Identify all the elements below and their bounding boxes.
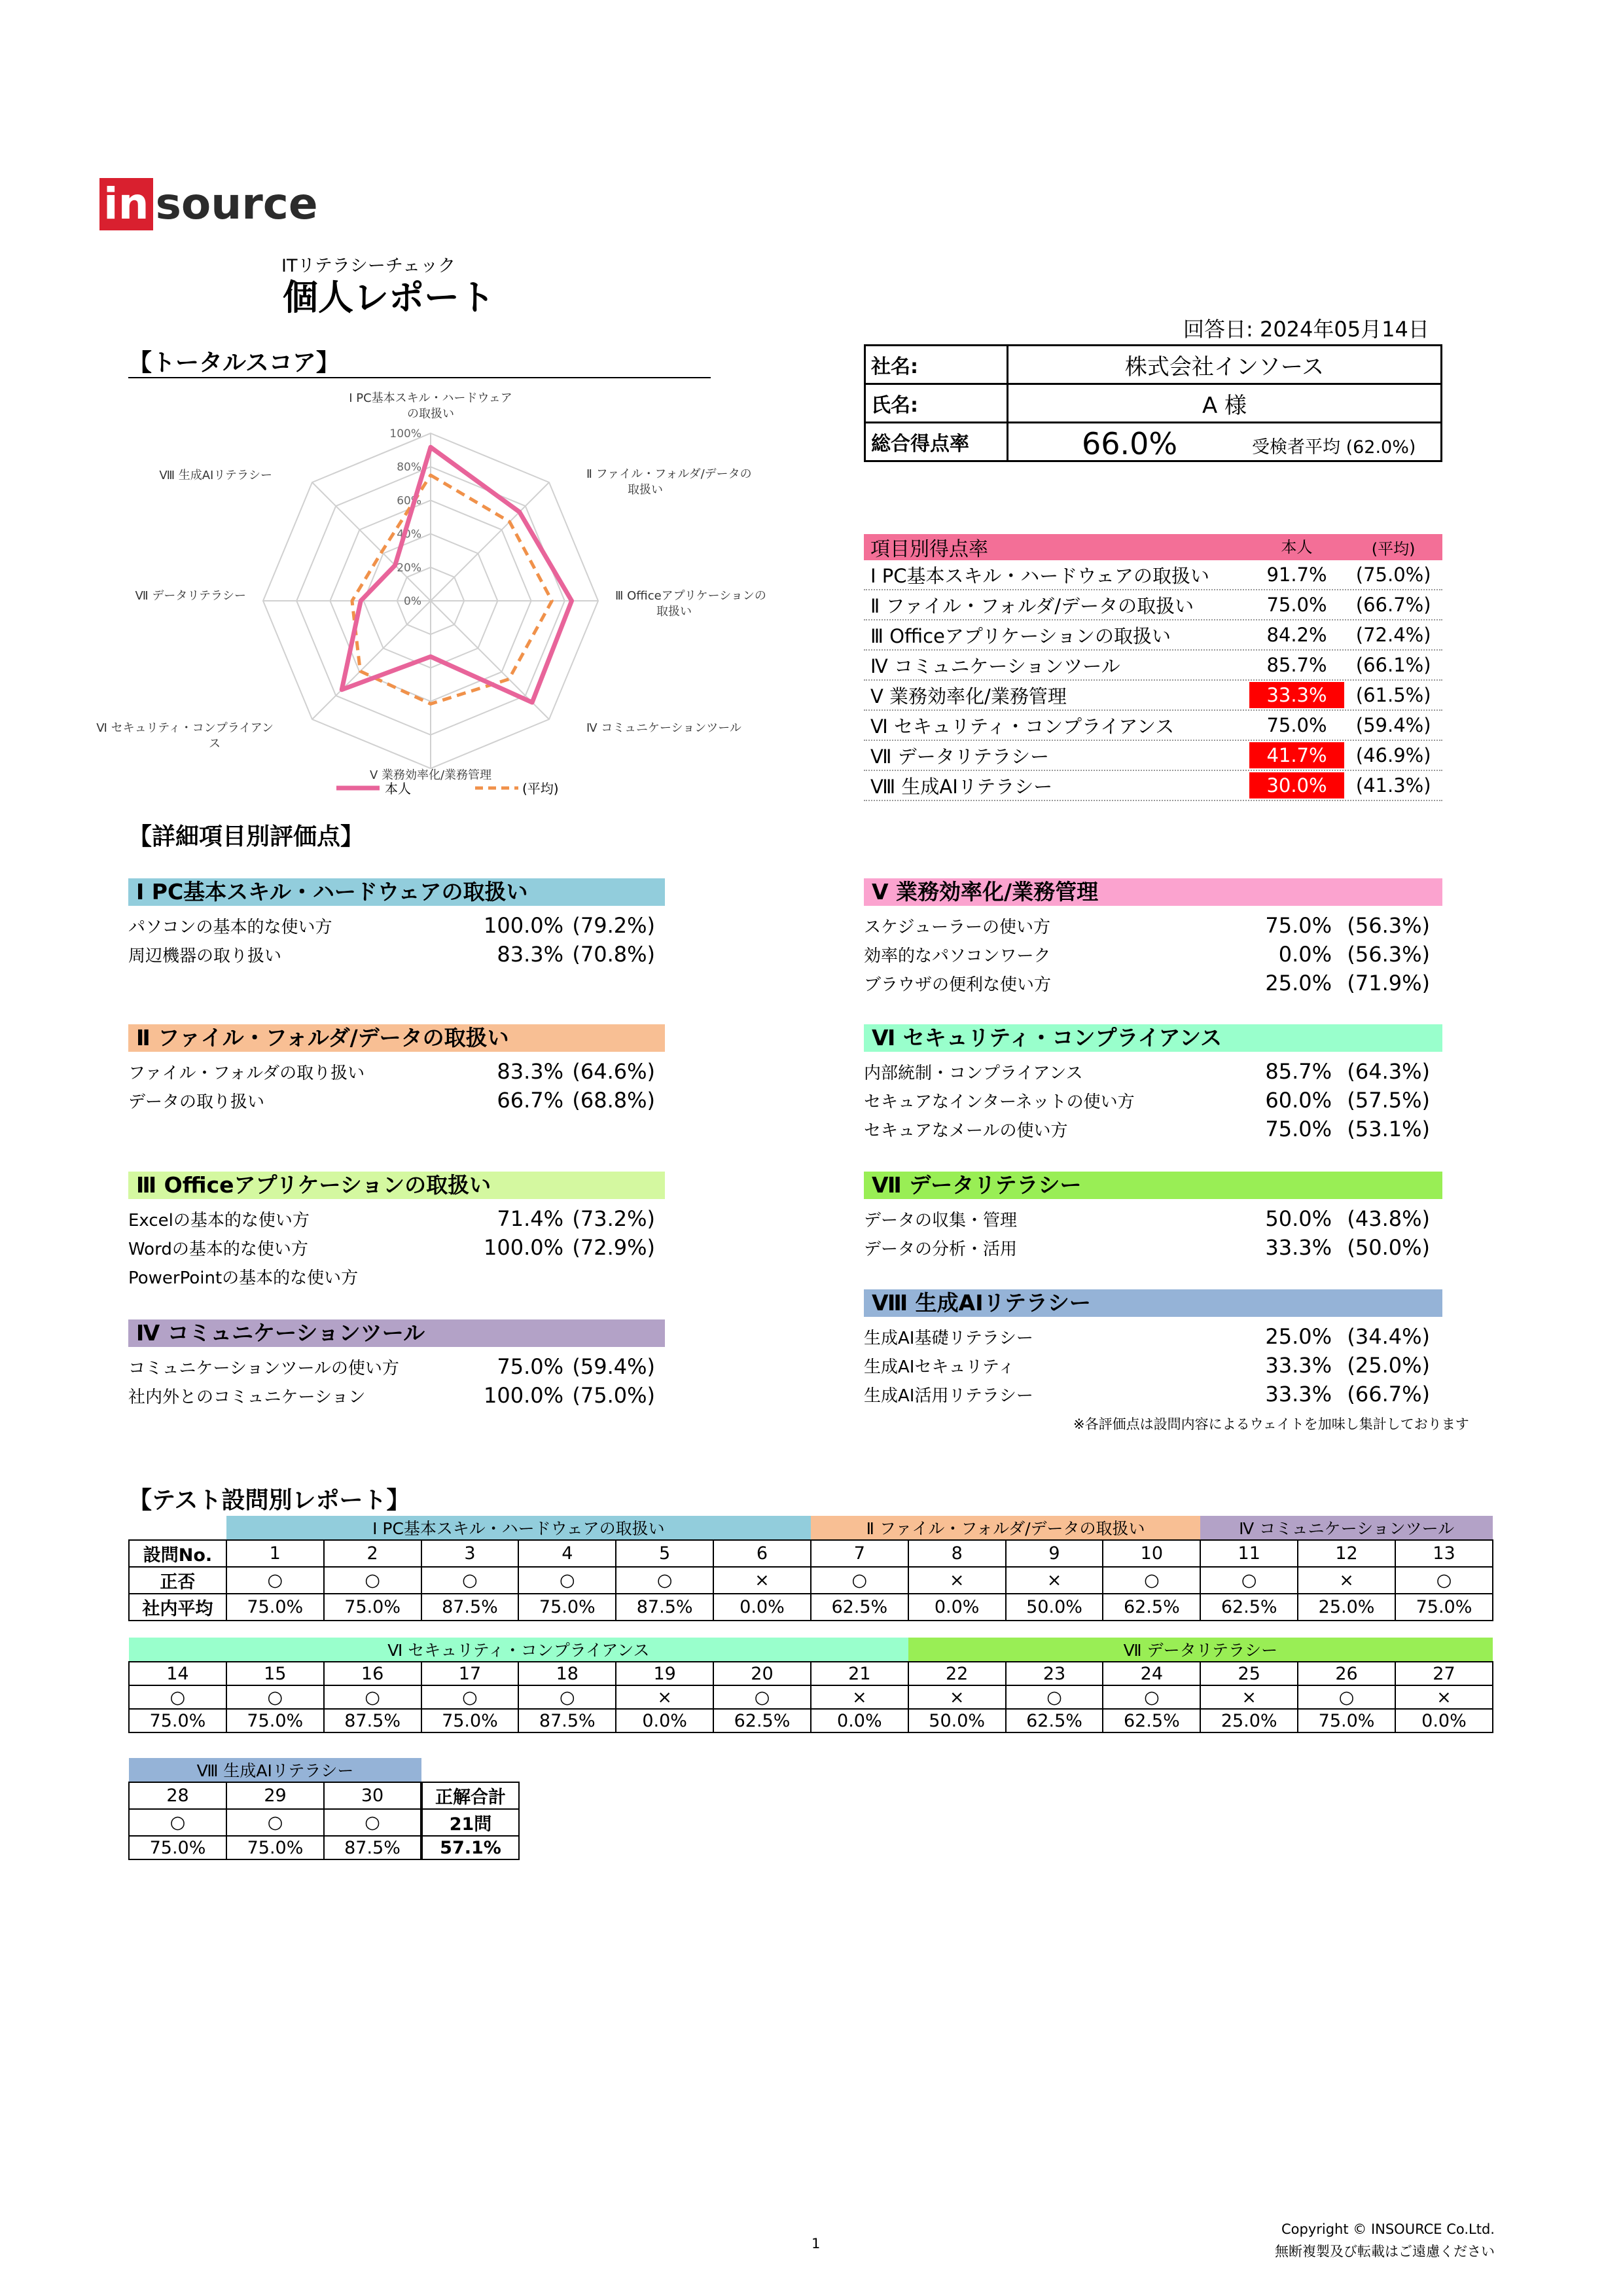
item-score-row [864,590,1442,620]
detail-self-score: 100.0% [483,913,563,938]
heading-divider [128,377,711,378]
correctness-cell: ○ [1200,1567,1298,1594]
col-average: (平均) [1371,539,1416,558]
detail-average-score: (43.8%) [1347,1206,1430,1231]
detail-self-score: 75.0% [497,1354,563,1379]
correctness-cell: ○ [1103,1567,1200,1594]
detail-label: ブラウザの便利な使い方 [864,975,1052,995]
name-label: 氏名: [865,384,1008,423]
question-number-row [129,1540,1493,1567]
item-score-table [864,534,1442,801]
item-average-score: (72.4%) [1355,624,1431,646]
question-number-cell: 21 [811,1662,908,1685]
answer-date: 回答日: 2024年05月14日 [1183,317,1429,342]
detail-row [864,1204,1430,1233]
question-number-row [129,1782,519,1809]
total-score: 66.0% [1082,426,1178,461]
item-score-row [864,560,1442,590]
detail-label: 生成AIセキュリティ [864,1357,1015,1377]
correctness-row [129,1567,1493,1594]
detail-average-score: (25.0%) [1347,1353,1430,1378]
question-number-cell: 22 [908,1662,1006,1685]
correctness-cell: × [713,1567,811,1594]
correctness-cell: ○ [129,1685,226,1709]
company-average-cell: 87.5% [324,1709,421,1732]
copyright: Copyright © INSOURCE Co.Ltd. [1281,2221,1495,2237]
detail-self-score: 75.0% [1265,1117,1332,1141]
detail-label: セキュアなインターネットの使い方 [864,1092,1135,1112]
item-name: Ⅳ コミュニケーションツール [870,655,1120,677]
detail-average-score: (75.0%) [572,1383,655,1408]
col-self: 本人 [1281,538,1313,556]
company-average-cell: 62.5% [811,1594,908,1621]
detail-label: 周辺機器の取り扱い [128,946,282,966]
company-average-cell: 25.0% [1298,1594,1395,1621]
company-average-cell: 0.0% [616,1709,713,1732]
company-average-cell: 75.0% [518,1594,616,1621]
detail-label: ファイル・フォルダの取り扱い [128,1063,365,1083]
item-self-score: 84.2% [1266,624,1327,646]
question-number-cell: 13 [1395,1540,1493,1567]
radar-category-label: Ⅱ ファイル・フォルダ/データの取扱い [586,467,752,497]
detail-average-score: (57.5%) [1347,1088,1430,1113]
total-count: 21問 [421,1809,519,1836]
test-report-heading: 【テスト設問別レポート】 [128,1487,410,1514]
radar-category-label: Ⅷ 生成AIリテラシー [159,469,272,482]
detail-self-score: 85.7% [1265,1059,1332,1084]
detail-average-score: (56.3%) [1347,942,1430,967]
radar-tick-label: 40% [397,528,421,541]
detail-label: スケジューラーの使い方 [864,917,1050,937]
detail-label: Excelの基本的な使い方 [128,1210,310,1230]
company-average-cell: 62.5% [1103,1594,1200,1621]
item-name: Ⅵ セキュリティ・コンプライアンス [870,715,1175,738]
correctness-cell: × [908,1567,1006,1594]
radar-category-label: Ⅴ 業務効率化/業務管理 [369,768,492,782]
radar-category-label: Ⅳ コミュニケーションツール [586,721,741,735]
question-number-cell: 5 [616,1540,713,1567]
correctness-cell: × [1006,1567,1103,1594]
radar-category-label: Ⅶ データリテラシー [135,589,246,603]
detail-self-score: 100.0% [483,1235,563,1260]
detail-row [128,940,655,969]
detail-row [128,1086,655,1115]
detail-label: 効率的なパソコンワーク [864,946,1051,966]
question-number-cell: 3 [421,1540,519,1567]
radar-tick-label: 60% [397,494,421,508]
item-average-score: (66.1%) [1355,654,1431,676]
company-average-cell: 87.5% [518,1709,616,1732]
report-title: 個人レポート [283,277,495,318]
detail-average-score: (66.7%) [1347,1382,1430,1407]
detail-cat-1: Ⅰ PC基本スキル・ハードウェアの取扱い [128,878,665,906]
detail-row [128,1204,655,1233]
question-number-cell: 25 [1200,1662,1298,1685]
correctness-cell: ○ [324,1567,421,1594]
group-header-row [129,1758,519,1782]
detail-self-score: 71.4% [497,1206,563,1231]
detail-label: データの収集・管理 [864,1210,1018,1230]
detail-row [864,940,1430,969]
question-table-2 [128,1638,1493,1733]
detail-row [864,1380,1430,1408]
total-rate: 57.1% [421,1836,519,1859]
company-average-cell: 0.0% [713,1594,811,1621]
question-number-cell: 2 [324,1540,421,1567]
detail-label: データの分析・活用 [864,1239,1018,1259]
correctness-cell: ○ [713,1685,811,1709]
company-average-cell: 50.0% [1006,1594,1103,1621]
company-average-cell: 62.5% [1200,1594,1298,1621]
detail-row [864,1322,1430,1351]
question-number-cell: 23 [1006,1662,1103,1685]
logo-text: source [155,179,318,229]
detail-average-score: (34.4%) [1347,1324,1430,1349]
company-average-cell: 62.5% [1006,1709,1103,1732]
question-number-cell: 19 [616,1662,713,1685]
detail-self-score: 50.0% [1265,1206,1332,1231]
correctness-cell: ○ [518,1567,616,1594]
detail-row [864,1351,1430,1380]
detail-cat-2: Ⅱ ファイル・フォルダ/データの取扱い [128,1024,665,1052]
question-number-cell: 9 [1006,1540,1103,1567]
item-self-score: 33.3% [1249,682,1345,708]
question-table-1 [128,1516,1493,1621]
question-number-cell: 30 [324,1782,421,1809]
item-score-heading: 項目別得点率 [870,538,988,561]
question-number-cell: 15 [226,1662,324,1685]
detail-row [864,969,1430,997]
company-average-cell: 62.5% [713,1709,811,1732]
detail-cat-6: Ⅵ セキュリティ・コンプライアンス [864,1024,1442,1052]
question-number-cell: 1 [226,1540,324,1567]
question-number-cell: 18 [518,1662,616,1685]
detail-average-score: (59.4%) [572,1354,655,1379]
company-average-cell: 25.0% [1200,1709,1298,1732]
radar-chart [96,386,766,805]
item-score-row [864,681,1442,711]
total-label: 正解合計 [421,1782,519,1809]
legend-avg-label: (平均) [522,781,559,797]
detail-cat-4: Ⅳ コミュニケーションツール [128,1319,665,1347]
item-average-score: (66.7%) [1355,594,1431,616]
detail-label: 内部統制・コンプライアンス [864,1063,1083,1083]
question-number-cell: 16 [324,1662,421,1685]
question-number-cell: 28 [129,1782,226,1809]
item-score-row [864,771,1442,801]
company-average-cell: 75.0% [226,1709,324,1732]
correctness-cell: × [811,1685,908,1709]
correctness-cell: ○ [324,1809,421,1836]
detail-average-score: (64.6%) [572,1059,655,1084]
detail-label: PowerPointの基本的な使い方 [128,1268,359,1288]
item-score-row [864,741,1442,771]
detail-row [864,1086,1430,1115]
detail-self-score: 0.0% [1278,942,1332,967]
correctness-cell: ○ [616,1567,713,1594]
detail-label: コミュニケーションツールの使い方 [128,1358,399,1378]
company-average-cell: 75.0% [421,1709,519,1732]
question-number-cell: 11 [1200,1540,1298,1567]
item-average-score: (46.9%) [1355,744,1431,766]
detail-label: Wordの基本的な使い方 [128,1239,308,1259]
item-average-score: (75.0%) [1355,564,1431,586]
info-table [864,344,1442,462]
group-label: Ⅰ PC基本スキル・ハードウェアの取扱い [226,1516,811,1540]
item-average-score: (41.3%) [1355,774,1431,797]
question-number-cell: 24 [1103,1662,1200,1685]
company-average-cell: 87.5% [616,1594,713,1621]
company-average-cell: 75.0% [129,1836,226,1859]
item-name: Ⅱ ファイル・フォルダ/データの取扱い [870,594,1194,617]
company-value: 株式会社インソース [1008,346,1442,384]
company-average-cell: 75.0% [226,1836,324,1859]
report-subtitle: ITリテラシーチェック [281,256,456,276]
correctness-cell: ○ [1395,1567,1493,1594]
radar-tick-label: 100% [389,427,421,440]
company-label: 社名: [865,346,1008,384]
detail-average-score: (64.3%) [1347,1059,1430,1084]
correctness-cell: ○ [421,1685,519,1709]
correctness-cell: × [1298,1567,1395,1594]
group-label: Ⅱ ファイル・フォルダ/データの取扱い [811,1516,1200,1540]
detail-self-score: 33.3% [1265,1382,1332,1407]
detail-row [128,911,655,940]
detail-row [128,1381,655,1410]
radar-tick-label: 80% [397,461,421,475]
detail-self-score: 83.3% [497,1059,563,1084]
total-score-heading: 【トータルスコア】 [128,350,340,376]
radar-tick-label: 0% [404,595,421,608]
company-average-cell: 0.0% [1395,1709,1493,1732]
blank-cell [129,1516,226,1540]
company-average-cell: 62.5% [1103,1709,1200,1732]
detail-row [864,1233,1430,1262]
item-self-score: 41.7% [1249,742,1345,768]
group-label: Ⅵ セキュリティ・コンプライアンス [129,1638,908,1662]
detail-row [128,1262,655,1291]
detail-label: 生成AI基礎リテラシー [864,1328,1033,1348]
question-number-cell: 12 [1298,1540,1395,1567]
detail-average-score: (50.0%) [1347,1235,1430,1260]
detail-cat-7: Ⅶ データリテラシー [864,1172,1442,1199]
company-average-cell: 75.0% [1298,1709,1395,1732]
detail-average-score: (70.8%) [572,942,655,967]
correctness-cell: × [1200,1685,1298,1709]
correctness-label: 正否 [129,1567,226,1594]
detail-label: 社内外とのコミュニケーション [128,1387,366,1407]
question-number-cell: 27 [1395,1662,1493,1685]
item-score-row [864,651,1442,681]
question-number-cell: 17 [421,1662,519,1685]
question-number-cell: 8 [908,1540,1006,1567]
detail-average-score: (68.8%) [572,1088,655,1113]
group-header-row [129,1516,1493,1540]
company-average-cell: 75.0% [129,1709,226,1732]
detail-cat-5: Ⅴ 業務効率化/業務管理 [864,878,1442,906]
group-label: Ⅶ データリテラシー [908,1638,1493,1662]
item-score-row [864,711,1442,741]
question-number-cell: 10 [1103,1540,1200,1567]
item-name: Ⅰ PC基本スキル・ハードウェアの取扱い [870,564,1210,587]
radar-legend [336,781,559,797]
radar-category-label: Ⅲ Officeアプリケーションの取扱い [615,589,766,619]
detail-average-score: (71.9%) [1347,971,1430,996]
detail-average-score: (56.3%) [1347,913,1430,938]
item-name: Ⅲ Officeアプリケーションの取扱い [870,624,1171,647]
item-self-score: 75.0% [1266,714,1327,736]
question-number-cell: 6 [713,1540,811,1567]
item-name: Ⅴ 業務効率化/業務管理 [870,685,1067,708]
detail-row [864,1115,1430,1143]
correctness-cell: ○ [1298,1685,1395,1709]
detail-label: セキュアなメールの使い方 [864,1121,1068,1141]
item-self-score: 75.0% [1266,594,1327,616]
question-table-3 [128,1758,520,1860]
detail-row [128,1233,655,1262]
detail-self-score: 33.3% [1265,1353,1332,1378]
detail-self-score: 25.0% [1265,971,1332,996]
item-name: Ⅷ 生成AIリテラシー [870,775,1053,798]
company-average-label: 社内平均 [129,1594,226,1621]
correctness-cell: ○ [226,1809,324,1836]
detail-self-score: 60.0% [1265,1088,1332,1113]
detail-average-score: (79.2%) [572,913,655,938]
question-number-cell: 29 [226,1782,324,1809]
correctness-cell: ○ [1103,1685,1200,1709]
group-label: Ⅷ 生成AIリテラシー [129,1758,421,1782]
correctness-cell: ○ [324,1685,421,1709]
weight-note: ※各評価点は設問内容によるウェイトを加味し集計しております [1073,1416,1469,1432]
detail-label: データの取り扱い [128,1092,265,1112]
logo-mark: in [99,178,153,230]
correctness-cell: ○ [129,1809,226,1836]
item-score-header [864,534,1442,560]
examinee-average: 受検者平均 (62.0%) [1252,437,1416,457]
detail-self-score: 83.3% [497,942,563,967]
company-average-cell: 75.0% [1395,1594,1493,1621]
detail-row [864,911,1430,940]
company-average-row [129,1594,1493,1621]
detail-cat-3: Ⅲ Officeアプリケーションの取扱い [128,1172,665,1199]
detail-heading: 【詳細項目別評価点】 [128,823,365,850]
correctness-cell: ○ [421,1567,519,1594]
detail-self-score: 25.0% [1265,1324,1332,1349]
question-number-label: 設問No. [129,1540,226,1567]
detail-cat-8: Ⅷ 生成AIリテラシー [864,1289,1442,1317]
item-self-score: 30.0% [1249,772,1345,798]
detail-label: 生成AI活用リテラシー [864,1386,1033,1406]
correctness-cell: ○ [518,1685,616,1709]
detail-average-score: (73.2%) [572,1206,655,1231]
item-name: Ⅶ データリテラシー [870,745,1050,768]
company-average-row [129,1836,519,1859]
detail-row [128,1352,655,1381]
radar-category-label: Ⅵ セキュリティ・コンプライアンス [96,721,274,751]
detail-self-score: 66.7% [497,1088,563,1113]
item-self-score: 91.7% [1266,564,1327,586]
company-average-cell: 75.0% [226,1594,324,1621]
company-average-cell: 87.5% [421,1594,519,1621]
correctness-row [129,1685,1493,1709]
correctness-cell: × [1395,1685,1493,1709]
score-cell [1008,423,1442,461]
radar-category-label: Ⅰ PC基本スキル・ハードウェアの取扱い [349,391,512,421]
detail-average-score: (53.1%) [1347,1117,1430,1141]
company-average-cell: 0.0% [811,1709,908,1732]
company-average-cell: 87.5% [324,1836,421,1859]
question-number-cell: 14 [129,1662,226,1685]
detail-label: パソコンの基本的な使い方 [128,917,332,937]
insource-logo [99,178,318,230]
question-number-cell: 26 [1298,1662,1395,1685]
company-average-row [129,1709,1493,1732]
correctness-cell: ○ [1006,1685,1103,1709]
correctness-cell: × [616,1685,713,1709]
company-average-cell: 50.0% [908,1709,1006,1732]
correctness-cell: ○ [226,1685,324,1709]
item-score-row [864,620,1442,651]
radar-grid [263,433,598,768]
group-header-row [129,1638,1493,1662]
name-value: A 様 [1008,384,1442,423]
score-label: 総合得点率 [865,423,1008,461]
item-average-score: (61.5%) [1355,684,1431,706]
legend-self-label: 本人 [385,781,411,797]
reproduction-notice: 無断複製及び転載はご遠慮ください [1275,2244,1495,2259]
page-number: 1 [812,2236,821,2251]
company-average-cell: 0.0% [908,1594,1006,1621]
detail-self-score: 75.0% [1265,913,1332,938]
item-average-score: (59.4%) [1355,714,1431,736]
company-average-cell: 75.0% [324,1594,421,1621]
detail-row [864,1057,1430,1086]
correctness-cell: ○ [811,1567,908,1594]
correctness-cell: ○ [226,1567,324,1594]
question-number-cell: 7 [811,1540,908,1567]
group-label: Ⅳ コミュニケーションツール [1200,1516,1493,1540]
detail-self-score: 33.3% [1265,1235,1332,1260]
detail-row [128,1057,655,1086]
detail-self-score: 100.0% [483,1383,563,1408]
question-number-row [129,1662,1493,1685]
question-number-cell: 20 [713,1662,811,1685]
detail-average-score: (72.9%) [572,1235,655,1260]
blank-cell [421,1758,519,1782]
question-number-cell: 4 [518,1540,616,1567]
correctness-row [129,1809,519,1836]
item-self-score: 85.7% [1266,654,1327,676]
correctness-cell: × [908,1685,1006,1709]
radar-tick-label: 20% [397,561,421,575]
